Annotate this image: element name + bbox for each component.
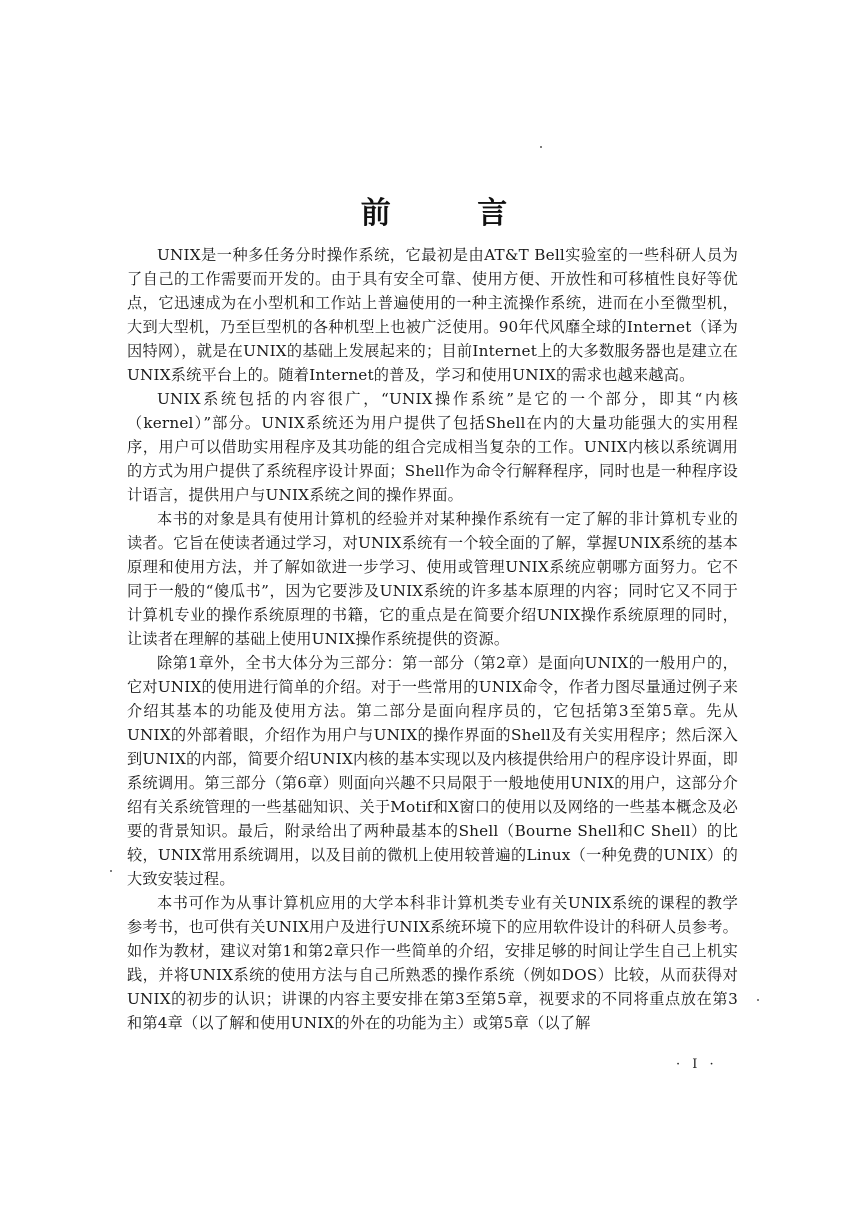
paragraph-2: UNIX系统包括的内容很广，“UNIX操作系统”是它的一个部分，即其“内核（kernel）”部分。UNIX系统还为用户提供了包括Shell在内的大量功能强大的实用程序，用户可以借助实用程序及其功能的组合完成相当复杂的工作。UNIX内核以系统调用的方式为用户提供了系统程序设计界面；Shell作为命令行解释程序，同时也是一种程序设计语言，提供用户与UNIX系统之间的操作界面。 [127,390,738,504]
preface-body [127,243,738,1035]
paragraph-3: 本书的对象是具有使用计算机的经验并对某种操作系统有一定了解的非计算机专业的读者。它旨在使读者通过学习，对UNIX系统有一个较全面的了解，掌握UNIX系统的基本原理和使用方法，并了解如欲进一步学习、使用或管理UNIX系统应朝哪方面努力。它不同于一般的“傻瓜书”，因为它要涉及UNIX系统的许多基本原理的内容；同时它又不同于计算机专业的操作系统原理的书籍，它的重点是在简要介绍UNIX操作系统原理的同时，让读者在理解的基础上使用UNIX操作系统提供的资源。 [127,510,738,648]
page-number: · I · [676,1057,718,1072]
scan-speck [757,999,759,1001]
scan-speck [540,146,542,148]
paragraph-5: 本书可作为从事计算机应用的大学本科非计算机类专业有关UNIX系统的课程的教学参考书，也可供有关UNIX用户及进行UNIX系统环境下的应用软件设计的科研人员参考。如作为教材，建议对第1和第2章只作一些简单的介绍，安排足够的时间让学生自己上机实践，并将UNIX系统的使用方法与自己所熟悉的操作系统（例如DOS）比较，从而获得对UNIX的初步的认识；讲课的内容主要安排在第3至第5章，视要求的不同将重点放在第3和第4章（以了解和使用UNIX的外在的功能为主）或第5章（以了解 [127,894,738,1032]
scan-speck [110,870,112,872]
paragraph-4: 除第1章外，全书大体分为三部分：第一部分（第2章）是面向UNIX的一般用户的，它对UNIX的使用进行简单的介绍。对于一些常用的UNIX命令，作者力图尽量通过例子来介绍其基本的功能及使用方法。第二部分是面向程序员的，它包括第3至第5章。先从UNIX的外部着眼，介绍作为用户与UNIX的操作界面的Shell及有关实用程序；然后深入到UNIX的内部，简要介绍UNIX内核的基本实现以及内核提供给用户的程序设计界面，即系统调用。第三部分（第6章）则面向兴趣不只局限于一般地使用UNIX的用户，这部分介绍有关系统管理的一些基础知识、关于Motif和X窗口的使用以及网络的一些基本概念及必要的背景知识。最后，附录给出了两种最基本的Shell（Bourne Shell和C Shell）的比较，UNIX常用系统调用，以及目前的微机上使用较普遍的Linux（一种免费的UNIX）的大致安装过程。 [127,654,738,888]
preface-title: 前 言 [360,196,546,231]
paragraph-1: UNIX是一种多任务分时操作系统，它最初是由AT&T Bell实验室的一些科研人员为了自己的工作需要而开发的。由于具有安全可靠、使用方便、开放性和可移植性良好等优点，它迅速成为在小型机和工作站上普遍使用的一种主流操作系统，进而在小至微型机，大到大型机，乃至巨型机的各种机型上也被广泛使用。90年代风靡全球的Internet（译为因特网），就是在UNIX的基础上发展起来的；目前Internet上的大多数服务器也是建立在UNIX系统平台上的。随着Internet的普及，学习和使用UNIX的需求也越来越高。 [127,246,738,384]
